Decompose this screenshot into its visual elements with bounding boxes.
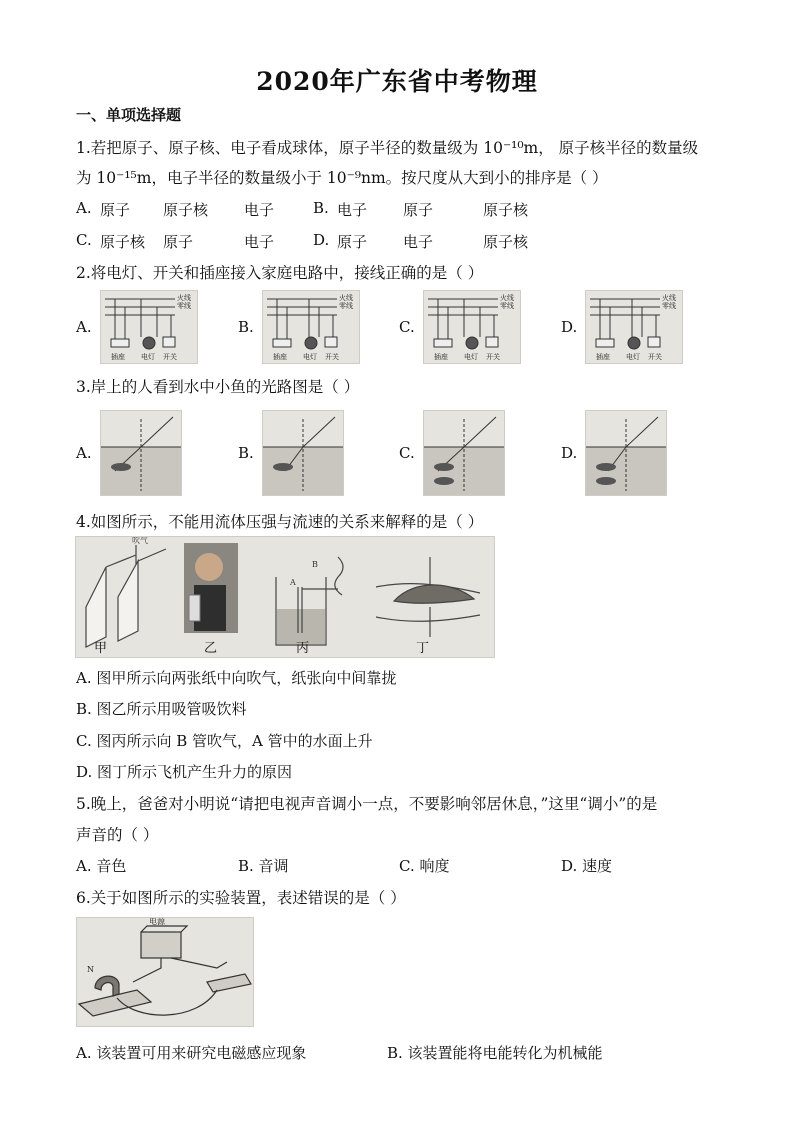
q4-option-c: C. 图丙所示向 B 管吹气，A 管中的水面上升 [76,732,373,750]
q4-label-yi: 乙 [204,641,218,656]
svg-text:插座: 插座 [434,353,448,361]
q5-option-a: A. 音色 [76,857,127,875]
q3-option-label: C. [399,444,415,462]
q6-figure [76,917,254,1027]
q6-option-b: B. 该装置能将电能转化为机械能 [387,1044,603,1062]
svg-text:零线: 零线 [662,302,676,310]
q2-stem: 2.将电灯、开关和插座接入家庭电路中，接线正确的是（ ） [76,264,484,282]
q3-light-path-drawing [424,411,504,495]
svg-text:开关: 开关 [486,353,500,361]
svg-text:火线: 火线 [662,294,676,302]
q5-stem-line2: 声音的（ ） [76,826,159,844]
q6-power-label: 电源 [149,918,165,926]
q2-option-label: D. [561,318,578,336]
q1-option-c: C. 原子核 原子 电子 [76,231,275,251]
q3-light-path-drawing [101,411,181,495]
q4-tube-b-label: B [312,560,318,569]
q2-circuit-figure [423,290,521,364]
q4-stem: 4.如图所示，不能用流体压强与流速的关系来解释的是（ ） [76,513,484,531]
q4-option-b: B. 图乙所示用吸管吸饮料 [76,700,247,718]
q1-option-a: A. 原子 原子核 电子 [76,199,275,219]
q5-option-b: B. 音调 [238,857,289,875]
q3-light-path-drawing [586,411,666,495]
svg-text:插座: 插座 [596,353,610,361]
q1-option-d: D. 原子 电子 原子核 [313,231,529,251]
q3-option-label: D. [561,444,578,462]
svg-text:插座: 插座 [111,353,125,361]
q2-circuit-figure [262,290,360,364]
q3-option-label: A. [76,444,92,462]
q6-stem: 6.关于如图所示的实验装置，表述错误的是（ ） [76,889,406,907]
q1-option-b: B. 电子 原子 原子核 [313,199,529,219]
q4-label-bing: 丙 [296,641,310,656]
q4-option-a: A. 图甲所示向两张纸中向吹气，纸张向中间靠拢 [76,669,397,687]
q6-n-pole-label: N [87,965,94,974]
q3-light-path-figure [100,410,182,496]
q2-option-label: B. [238,318,254,336]
q1-stem-line2: 为 10⁻¹⁵m，电子半径的数量级小于 10⁻⁹nm。按尺度从大到小的排序是（ ） [76,169,608,187]
q2-circuit-drawing [101,291,197,363]
svg-text:开关: 开关 [163,353,177,361]
svg-text:火线: 火线 [500,294,514,302]
q2-circuit-drawing [263,291,359,363]
svg-text:开关: 开关 [648,353,662,361]
svg-text:插座: 插座 [273,353,287,361]
q6-figure-drawing [77,918,253,1026]
q4-option-d: D. 图丁所示飞机产生升力的原因 [76,763,293,781]
q5-option-c: C. 响度 [399,857,450,875]
svg-text:火线: 火线 [177,294,191,302]
q3-light-path-drawing [263,411,343,495]
q4-label-jia: 甲 [94,641,108,656]
svg-text:电灯: 电灯 [464,353,478,361]
q2-option-label: C. [399,318,415,336]
q4-figure [75,536,495,658]
q4-label-ding: 丁 [416,641,430,656]
svg-text:电灯: 电灯 [303,353,317,361]
q3-light-path-figure [423,410,505,496]
q4-tube-a-label: A [290,578,296,587]
q6-option-a: A. 该装置可用来研究电磁感应现象 [76,1044,307,1062]
svg-text:零线: 零线 [500,302,514,310]
svg-text:零线: 零线 [339,302,353,310]
section-heading: 一、单项选择题 [76,106,182,124]
q2-circuit-drawing [586,291,682,363]
svg-text:电灯: 电灯 [626,353,640,361]
svg-text:开关: 开关 [325,353,339,361]
q1-stem-line1: 1.若把原子、原子核、电子看成球体，原子半径的数量级为 10⁻¹⁰m， 原子核半径的数量级 [76,139,699,157]
q2-option-label: A. [76,318,92,336]
q3-option-label: B. [238,444,254,462]
svg-text:零线: 零线 [177,302,191,310]
svg-text:电灯: 电灯 [141,353,155,361]
q2-circuit-figure [100,290,198,364]
q3-light-path-figure [585,410,667,496]
svg-text:火线: 火线 [339,294,353,302]
q3-stem: 3.岸上的人看到水中小鱼的光路图是（ ） [76,378,360,396]
page-title: 2020年广东省中考物理 [256,67,538,96]
q5-stem-line1: 5.晚上，爸爸对小明说“请把电视声音调小一点，不要影响邻居休息，”这里“调小”的是 [76,795,658,813]
q2-circuit-drawing [424,291,520,363]
q3-light-path-figure [262,410,344,496]
q2-circuit-figure [585,290,683,364]
q5-option-d: D. 速度 [561,857,613,875]
q4-figure-drawing [76,537,494,657]
q4-blow-label: 吹气 [132,537,148,545]
